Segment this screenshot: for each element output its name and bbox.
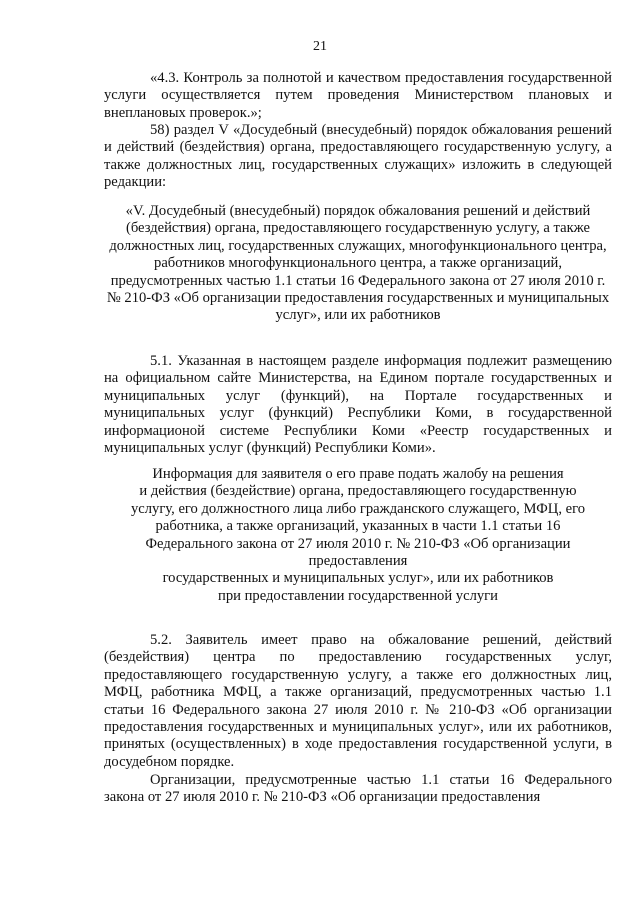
info-heading-line: и действия (бездействие) органа, предоставляющего государственную [139,483,577,500]
paragraph-58 [104,122,612,192]
paragraph-5-2 [104,632,612,771]
info-heading-line: государственных и муниципальных услуг», или их работников [162,570,554,587]
paragraph-4-3 [104,70,612,122]
page-number: 21 [313,39,327,54]
info-heading-line: Информация для заявителя о его праве подать жалобу на решения [152,466,564,482]
info-heading-line: предоставления [308,553,408,570]
info-heading-line: Федерального закона от 27 июля 2010 г. № 210-ФЗ «Об организации [145,535,571,552]
info-heading [110,466,606,605]
paragraph-organizations-text: Организации, предусмотренные частью 1.1 статьи 16 Федерального закона от 27 июля 2010 г. № 210-ФЗ «Об организации предоставления [104,772,612,806]
info-heading-line: услугу, его должностного лица либо гражданского служащего, МФЦ, его [130,500,586,517]
paragraph-5-2-text: 5.2. Заявитель имеет право на обжалование решений, действий (бездействия) центра по предоставлению государственных услуг, предоставляющего государственную услугу, а также его должностных лиц, МФЦ, работника МФЦ, а также организаций, предусмотренных частью 1.1 статьи 16 Федерального закона 27 июля 2010 г. № 210-ФЗ «Об организации предоставления государственных и муниципальных услуг», или их работников, принятых (осуществленных) в ходе предоставления государственной услуги, в досудебном порядке. [104,632,612,770]
paragraph-4-3-text: «4.3. Контроль за полнотой и качеством предоставления государственной услуги осуществляется путем проведения Министерством плановых и внеплановых проверок.»; [104,70,612,121]
paragraph-58-text: 58) раздел V «Досудебный (внесудебный) порядок обжалования решений и действий (бездействия) органа, предоставляющего государственную услугу, а также должностных лиц, государственных служащих» изложить в следующей редакции: [104,122,612,191]
info-heading-line: при предоставлении государственной услуги [218,587,498,604]
section-v-heading-text: «V. Досудебный (внесудебный) порядок обжалования решений и действий (бездействия) органа, предоставляющего государственную услугу, а также должностных лиц, государственных служащих, многофункционального центра, работников многофункционального центра, а также организаций, предусмотренных частью 1.1 статьи 16 Федерального закона от 27 июля 2010 г. № 210-ФЗ «Об организации предоставления государственных и муниципальных услуг», или их работников [106,203,610,324]
paragraph-5-1 [104,353,612,457]
paragraph-organizations [104,772,612,807]
section-v-heading [106,203,610,325]
paragraph-5-1-text: 5.1. Указанная в настоящем разделе информация подлежит размещению на официальном сайте Министерства, на Едином портале государственных и муниципальных услуг (функций), на Портале государственных и муниципальных услуг (функций) Республики Коми, в государственной информационой системе Республики Коми «Реестр государственных и муниципальных услуг (функций) Республики Коми». [104,353,612,457]
info-heading-line: работника, а также организаций, указанных в части 1.1 статьи 16 [155,518,561,535]
